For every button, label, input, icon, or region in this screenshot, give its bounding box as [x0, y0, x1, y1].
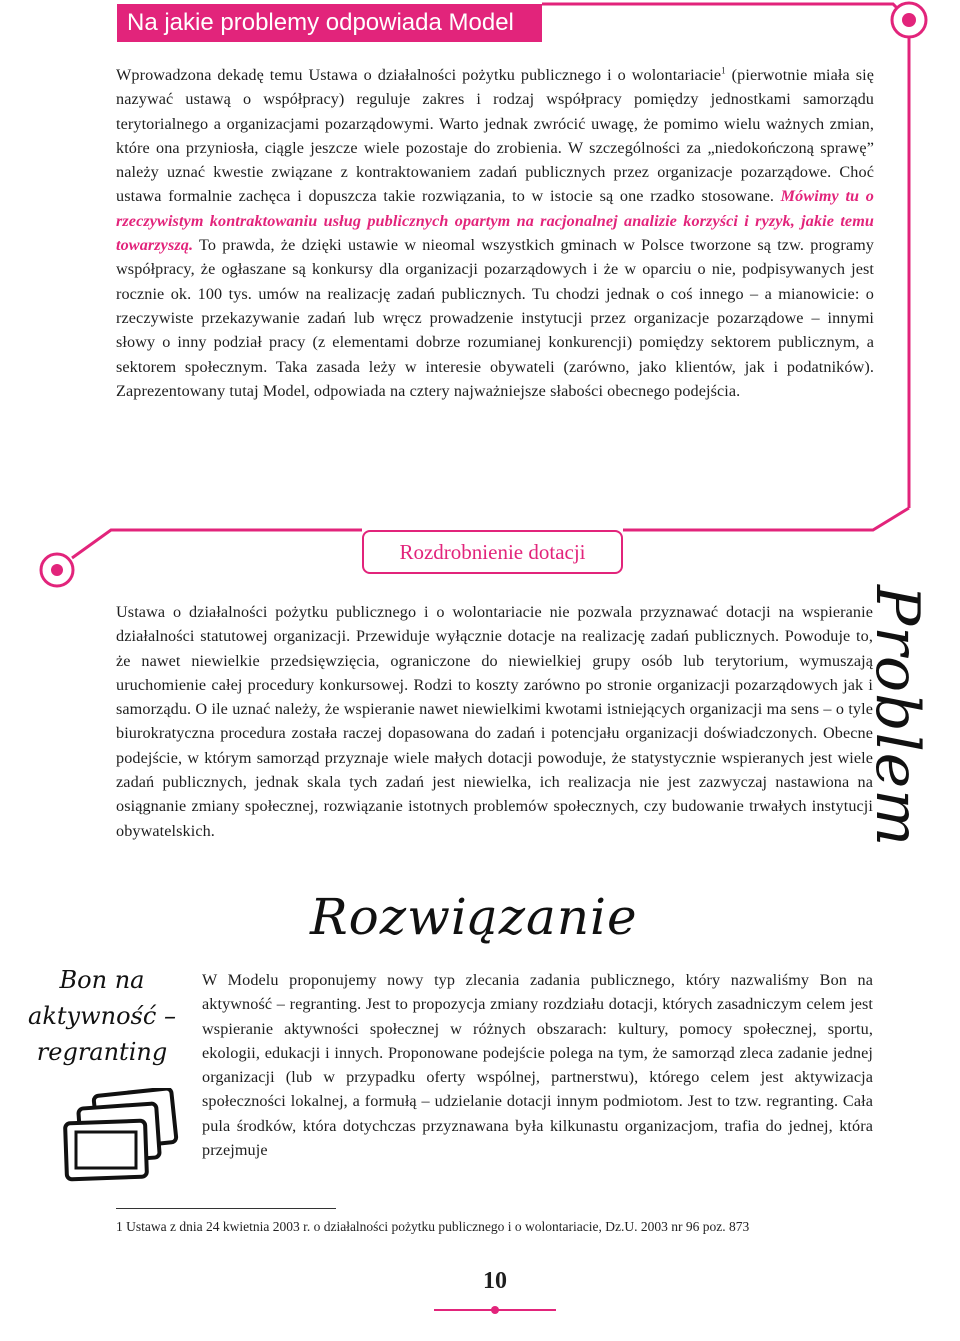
intro-paragraph [116, 63, 874, 403]
footnote-ref: 1 [721, 65, 726, 76]
intro-text-part2: (pierwotnie miała się nazywać ustawą o współpracy) reguluje zakres i rodzaj współpracy pomiędzy jednostkami samorządu terytorialnego a organizacjami pozarządowymi. Warto jednak zwrócić uwagę, że pomimo wielu ważnych zmian, które ona przyniosła, ciągle jeszcze wiele pozostaje do zrobienia. W szczególności za „niedokończoną sprawę” należy uznać kwestie związane z kontraktowaniem zadań publicznych przez organizacje pozarządowe. Choć ustawa formalnie zachęca i dopuszcza takie rozwiązania, to w istocie są one rzadko stosowane. [116, 66, 874, 206]
page-header-title: Na jakie problemy odpowiada Model [127, 9, 514, 36]
footnote-divider [116, 1208, 336, 1209]
voucher-label: Bon na aktywność – regranting [28, 966, 176, 1066]
page-header-bar [117, 4, 542, 42]
intro-text-part3: To prawda, że dzięki ustawie w nieomal wszystkich gminach w Polsce tworzone są tzw. programy współpracy, że ogłaszane są konkursy dla organizacji pozarządowych i że w oparciu o nie, podpisywanych jest rocznie ok. 100 tys. umów na realizację zadań publicznych. Tu chodzi jednak o coś innego – a mianowicie: o rzeczywiste przekazywanie zadań lub wręcz prowadzenie instytucji przez organizacje pozarządowe – innymi słowy o inny podział pracy (z elementami dobrze rozumianej konkurencji) pomiędzy sektorem publicznym, a sektorem społecznym. Taka zasada leży w interesie obywateli (zarówno, jako klientów, jak i podatników). Zaprezentowany tutaj Model, odpowiada na cztery najważniejsze słabości obecnego podejścia. [116, 236, 874, 400]
page-number: 10 [483, 1268, 507, 1294]
page-number-underline [432, 1304, 558, 1316]
section-title: Rozdrobnienie dotacji [399, 540, 586, 564]
problem-side-label: Problem [862, 585, 932, 848]
solution-paragraph: W Modelu proponujemy nowy typ zlecania zadania publicznego, który nazwaliśmy Bon na aktywność – regranting. Jest to propozycja zmiany rozdziału dotacji, których zasadniczym celem jest wspieranie aktywności społecznej w różnych obszarach: kultury, pomocy społecznej, sportu, ekologii, edukacji i innych. Proponowane podejście polega na tym, że samorząd zleca zadanie jednej organizacji (lub w przypadku oferty wspólnej, partnerstwu), którego celem jest aktywizacja społeczności lokalnej, a formułą – udzielanie dotacji innym podmiotom. Jest to tzw. regranting. Cała pula środków, która dotychczas przyznawana była kilkunastu organizacjom, trafia do jednej, która przejmuje [202, 971, 873, 1160]
solution-heading: Rozwiązanie [310, 888, 638, 946]
intro-highlight: Mówimy tu o rzeczywistym kontraktowaniu usług publicznych opartym na racjonalnej analizie korzyści i ryzyk, jakie temu towarzyszą. [116, 187, 874, 255]
intro-text-part1: Wprowadzona dekadę temu Ustawa o działalności pożytku publicznego i o wolontariacie [116, 66, 722, 84]
problem-paragraph: Ustawa o działalności pożytku publicznego i o wolontariacie nie pozwala przyznawać dotacji na wspieranie działalności statutowej organizacji. Przewiduje wyłącznie dotacje na realizację zadań publicznych. Powoduje to, że nawet niewielkie przedsięwzięcia, ograniczone do niewielkiej grupy osób lub terytorium, wymuszają uruchomienie całej procedury konkursowej. Rodzi to koszty zarówno po stronie organizacji pozarządowych jak i samorządu. O ile uznać należy, że wspieranie nawet niewielkimi kwotami istniejących organizacji ma sens – o tyle biurokratyczna procedura została raczej dopasowana do zadań i potencjału organizacji doświadczonych. Obecne podejście, w którym samorząd przyznaje wiele małych dotacji powoduje, że statystycznie wspieranych jest wiele zadań publicznych, jednak skala tych zadań jest niewielka, ich realizacja nie jest zazwyczaj nastawiona na osiągnanie zmiany społecznej, rozwiązanie istotnych problemów społecznych, czy budowanie trwałych instytucji obywatelskich. [116, 603, 873, 840]
section-title-box [362, 530, 623, 574]
footnote: 1 Ustawa z dnia 24 kwietnia 2003 r. o działalności pożytku publicznego i o wolontariacie, Dz.U. 2003 nr 96 poz. 873 [116, 1219, 750, 1234]
stacked-frames-icon [62, 1088, 180, 1184]
